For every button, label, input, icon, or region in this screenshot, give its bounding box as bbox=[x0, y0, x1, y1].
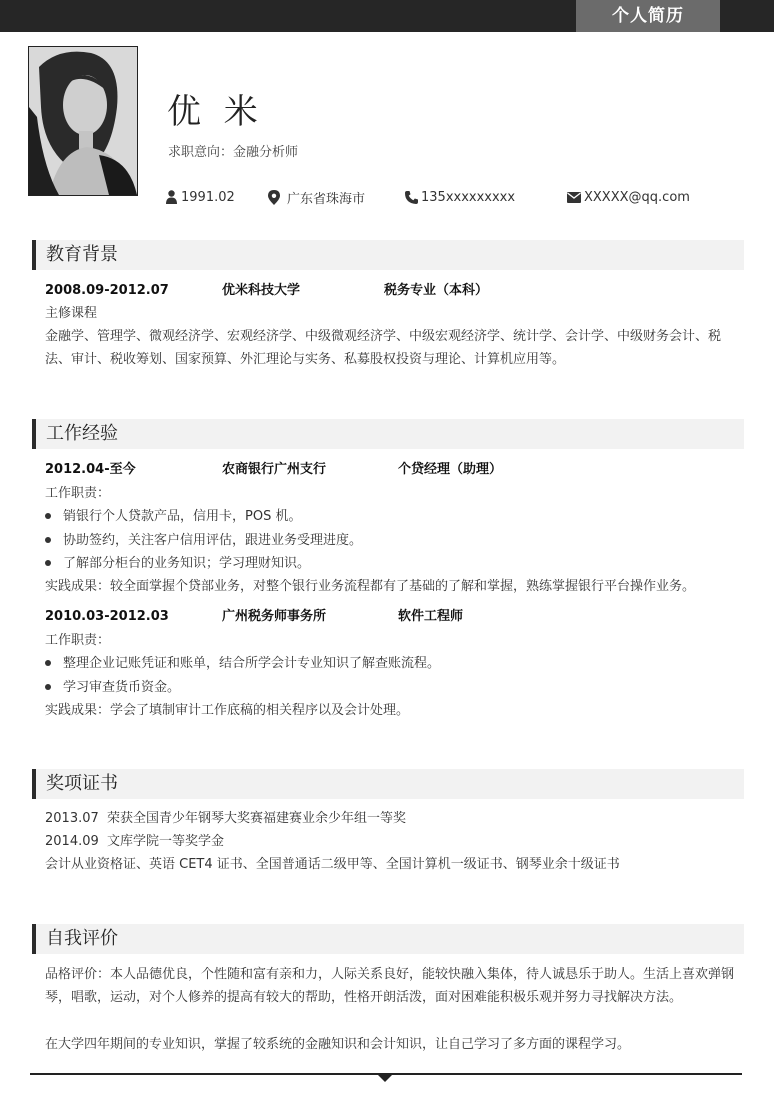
section-title: 奖项证书 bbox=[46, 773, 118, 794]
job-result: 实践成果：较全面掌握个贷部业务，对整个银行业务流程都有了基础的了解和掌握，熟练掌握银行平台操作业务。 bbox=[45, 579, 696, 594]
birth-date: 1991.02 bbox=[181, 189, 235, 205]
duty-item: 了解部分柜台的业务知识；学习理财知识。 bbox=[45, 555, 310, 573]
phone-info bbox=[405, 188, 515, 206]
award-item: 2014.09 文库学院一等奖学金 bbox=[45, 834, 225, 849]
section-awards-header bbox=[32, 769, 744, 799]
section-marker bbox=[32, 769, 36, 799]
section-marker bbox=[32, 240, 36, 270]
bullet-dot bbox=[45, 560, 51, 566]
course-label: 主修课程 bbox=[45, 306, 98, 321]
section-title: 教育背景 bbox=[46, 244, 118, 265]
resume-tag: 个人简历 bbox=[576, 0, 720, 32]
education-major: 税务专业（本科） bbox=[384, 283, 489, 298]
bullet-dot bbox=[45, 513, 51, 519]
section-title: 工作经验 bbox=[46, 423, 118, 444]
job-position: 软件工程师 bbox=[398, 609, 464, 624]
bullet-dot bbox=[45, 537, 51, 543]
job-position: 个贷经理（助理） bbox=[398, 462, 503, 477]
job-date: 2010.03-2012.03 bbox=[45, 609, 169, 624]
award-item: 2013.07 荣获全国青少年钢琴大奖赛福建赛业余少年组一等奖 bbox=[45, 811, 407, 826]
duty-item: 协助签约，关注客户信用评估，跟进业务受理进度。 bbox=[45, 532, 362, 550]
phone-icon bbox=[405, 191, 418, 204]
email-address: XXXXX@qq.com bbox=[584, 189, 690, 205]
phone-number: 135xxxxxxxxx bbox=[421, 189, 516, 205]
header-bar bbox=[0, 0, 774, 32]
job-intent: 求职意向：金融分析师 bbox=[168, 145, 299, 160]
person-icon bbox=[166, 190, 177, 204]
duty-label: 工作职责： bbox=[45, 633, 111, 648]
award-item: 会计从业资格证、英语 CET4 证书、全国普通话二级甲等、全国计算机一级证书、钢琴业余十级证书 bbox=[45, 857, 620, 872]
section-marker bbox=[32, 419, 36, 449]
duty-label: 工作职责： bbox=[45, 486, 111, 501]
education-school: 优米科技大学 bbox=[222, 283, 301, 298]
bullet-dot bbox=[45, 684, 51, 690]
location-pin-icon bbox=[268, 190, 280, 205]
location-text: 广东省珠海市 bbox=[287, 191, 366, 207]
section-education-header bbox=[32, 240, 744, 270]
profile-photo bbox=[28, 46, 138, 196]
self-evaluation-text: 在大学四年期间的专业知识，掌握了较系统的金融知识和会计知识，让自己学习了多方面的课程学习。 bbox=[45, 1037, 631, 1052]
email-info bbox=[567, 188, 690, 206]
section-title: 自我评价 bbox=[46, 928, 118, 949]
mail-icon bbox=[567, 192, 581, 203]
birth-info bbox=[166, 188, 235, 206]
section-self-header bbox=[32, 924, 744, 954]
duty-item: 销银行个人贷款产品，信用卡，POS 机。 bbox=[45, 508, 301, 526]
section-work-header bbox=[32, 419, 744, 449]
job-date: 2012.04-至今 bbox=[45, 462, 136, 477]
location-info bbox=[268, 188, 365, 206]
duty-item: 学习审查货币资金。 bbox=[45, 679, 180, 697]
section-marker bbox=[32, 924, 36, 954]
duty-item: 整理企业记账凭证和账单，结合所学会计专业知识了解查账流程。 bbox=[45, 655, 440, 673]
candidate-name: 优 米 bbox=[167, 92, 264, 132]
job-result: 实践成果：学会了填制审计工作底稿的相关程序以及会计处理。 bbox=[45, 703, 410, 718]
education-date: 2008.09-2012.07 bbox=[45, 283, 169, 298]
job-company: 农商银行广州支行 bbox=[222, 462, 327, 477]
self-evaluation-text: 品格评价：本人品德优良，个性随和富有亲和力，人际关系良好，能较快融入集体，待人诚恳乐于助人。生活上喜欢弹钢琴，唱歌，运动，对个人修养的提高有较大的帮助，性格开朗活泼，面对困难能积极乐观并努力寻找解决方法。 bbox=[45, 967, 735, 1005]
bullet-dot bbox=[45, 660, 51, 666]
course-list: 金融学、管理学、微观经济学、宏观经济学、中级微观经济学、中级宏观经济学、统计学、会计学、中级财务会计、税法、审计、税收筹划、国家预算、外汇理论与实务、私募股权投资与理论、计算机应用等。 bbox=[45, 329, 722, 367]
job-company: 广州税务师事务所 bbox=[222, 609, 327, 624]
footer-triangle-icon bbox=[377, 1074, 393, 1082]
